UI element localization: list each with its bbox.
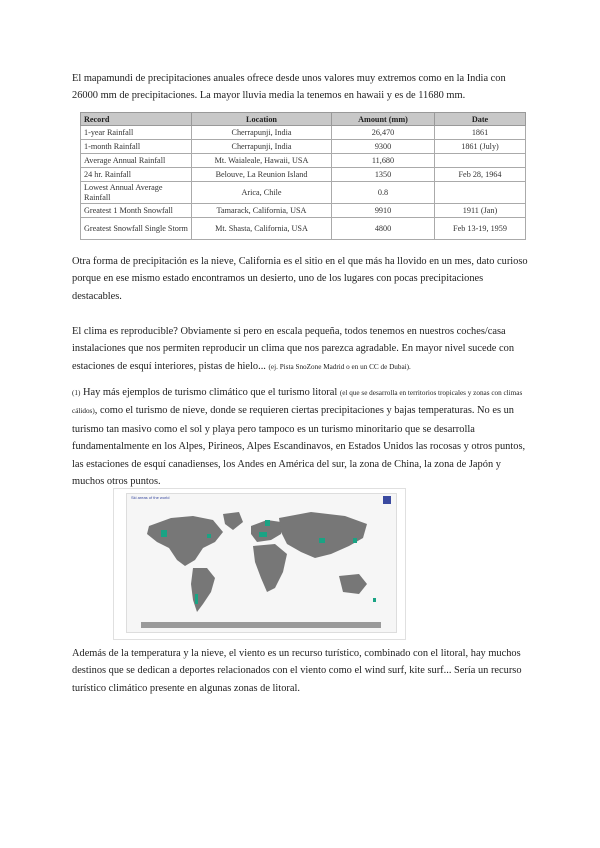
ski-areas-world-map — [113, 488, 406, 640]
ski-area-japan — [353, 538, 357, 543]
ski-tourism-paragraph — [72, 384, 528, 490]
cell-record: Lowest Annual Average Rainfall — [81, 182, 192, 204]
ski-area-china — [319, 538, 325, 543]
cell-date: Feb 13-19, 1959 — [435, 218, 526, 240]
cell-amount: 9300 — [332, 140, 435, 154]
cell-record: Greatest Snowfall Single Storm — [81, 218, 192, 240]
header-location: Location — [192, 113, 332, 126]
ski-area-alps — [259, 532, 267, 537]
cell-date — [435, 154, 526, 168]
cell-date: 1861 (July) — [435, 140, 526, 154]
cell-date: 1911 (Jan) — [435, 204, 526, 218]
cell-date — [435, 182, 526, 204]
reproducible-climate-paragraph — [72, 323, 528, 376]
south-america-landmass — [191, 568, 215, 612]
cell-date: Feb 28, 1964 — [435, 168, 526, 182]
table-row — [81, 126, 526, 140]
paragraph-text-part2: , como el turismo de nieve, donde se requieren ciertas precipitaciones y bajas temperaturas. No es un turismo tan masivo como el sol y playa pero tampoco es un turismo minoritario que se desarrolla fundamentalmente en los Alpes, Pirineos, Alpes Escandinavos, en Estados Unidos las rocosas y otros puntos, las estaciones de esquí canadienses, los Andes en América del sur, la zona de China, la zona de Japón y muchos otros puntos. — [72, 405, 526, 488]
australia-landmass — [339, 574, 367, 594]
cell-record: 1-year Rainfall — [81, 126, 192, 140]
ski-area-scandinavia — [265, 520, 270, 526]
ski-area-east-na — [207, 534, 211, 538]
cell-amount: 4800 — [332, 218, 435, 240]
intro-paragraph: El mapamundi de precipitaciones anuales ofrece desde unos valores muy extremos como en la India con 26000 mm de precipitaciones. La mayor lluvia media la tenemos en hawaii y es de 11680 mm. — [72, 73, 506, 102]
north-america-landmass — [147, 516, 223, 566]
header-date: Date — [435, 113, 526, 126]
cell-location: Belouve, La Reunion Island — [192, 168, 332, 182]
paragraph-text-part1: Hay más ejemplos de turismo climático que el turismo litoral — [83, 387, 338, 398]
ski-area-rockies — [161, 530, 167, 537]
paragraph-note: (ej. Pista SnoZone Madrid o en un CC de Dubai). — [268, 362, 411, 371]
world-map-graphic — [131, 504, 392, 628]
africa-landmass — [253, 544, 287, 592]
cell-location: Mt. Waialeale, Hawaii, USA — [192, 154, 332, 168]
cell-amount: 9910 — [332, 204, 435, 218]
cell-amount: 26,470 — [332, 126, 435, 140]
cell-location: Mt. Shasta, California, USA — [192, 218, 332, 240]
wind-paragraph: Además de la temperatura y la nieve, el viento es un recurso turístico, combinado con el litoral, hay muchos destinos que se dedican a deportes relacionados con el viento como el wind surf, kite surf... Sería un recurso turístico climático presente en algunas zonas de litoral. — [72, 648, 522, 694]
cell-record: Greatest 1 Month Snowfall — [81, 204, 192, 218]
cell-record: Average Annual Rainfall — [81, 154, 192, 168]
cell-location: Arica, Chile — [192, 182, 332, 204]
ski-area-new-zealand — [373, 598, 376, 602]
cell-amount: 0.8 — [332, 182, 435, 204]
cell-location: Tamarack, California, USA — [192, 204, 332, 218]
cell-record: 1-month Rainfall — [81, 140, 192, 154]
rainfall-records-table — [80, 112, 525, 240]
ski-area-andes — [195, 594, 198, 604]
table-row — [81, 140, 526, 154]
table-header-row — [81, 113, 526, 126]
cell-location: Cherrapunji, India — [192, 140, 332, 154]
cell-record: 24 hr. Rainfall — [81, 168, 192, 182]
map-caption: Ski areas of the world — [131, 495, 170, 500]
asia-landmass — [279, 512, 367, 558]
paragraph-main-text: El clima es reproducible? Obviamente si pero en escala pequeña, todos tenemos en nuestros coches/casa instalaciones que nos permiten reproducir un clima que nos parezca agradable. En mayor nivel sucede con estaciones de esquí interiores, pistas de hielo... — [72, 326, 515, 372]
cell-amount: 1350 — [332, 168, 435, 182]
table-row — [81, 218, 526, 240]
footnote-marker: (1) — [72, 389, 81, 397]
header-amount: Amount (mm) — [332, 113, 435, 126]
snow-paragraph: Otra forma de precipitación es la nieve, California es el sitio en el que más ha llovido en un mes, dato curioso porque en ese mismo estado encontramos un desierto, uno de los lugares con pocas precipitaciones destacables. — [72, 256, 528, 302]
table-row — [81, 182, 526, 204]
table-row — [81, 204, 526, 218]
cell-date: 1861 — [435, 126, 526, 140]
map-frame — [126, 493, 397, 633]
map-logo — [383, 496, 391, 504]
table-row — [81, 168, 526, 182]
greenland-landmass — [223, 512, 243, 530]
cell-amount: 11,680 — [332, 154, 435, 168]
table-row — [81, 154, 526, 168]
paragraph-note: (el que se desarrolla en territorios tropicales y zonas con climas cálidos) — [72, 389, 523, 416]
header-record: Record — [81, 113, 192, 126]
antarctica-landmass — [141, 622, 381, 628]
cell-location: Cherrapunji, India — [192, 126, 332, 140]
